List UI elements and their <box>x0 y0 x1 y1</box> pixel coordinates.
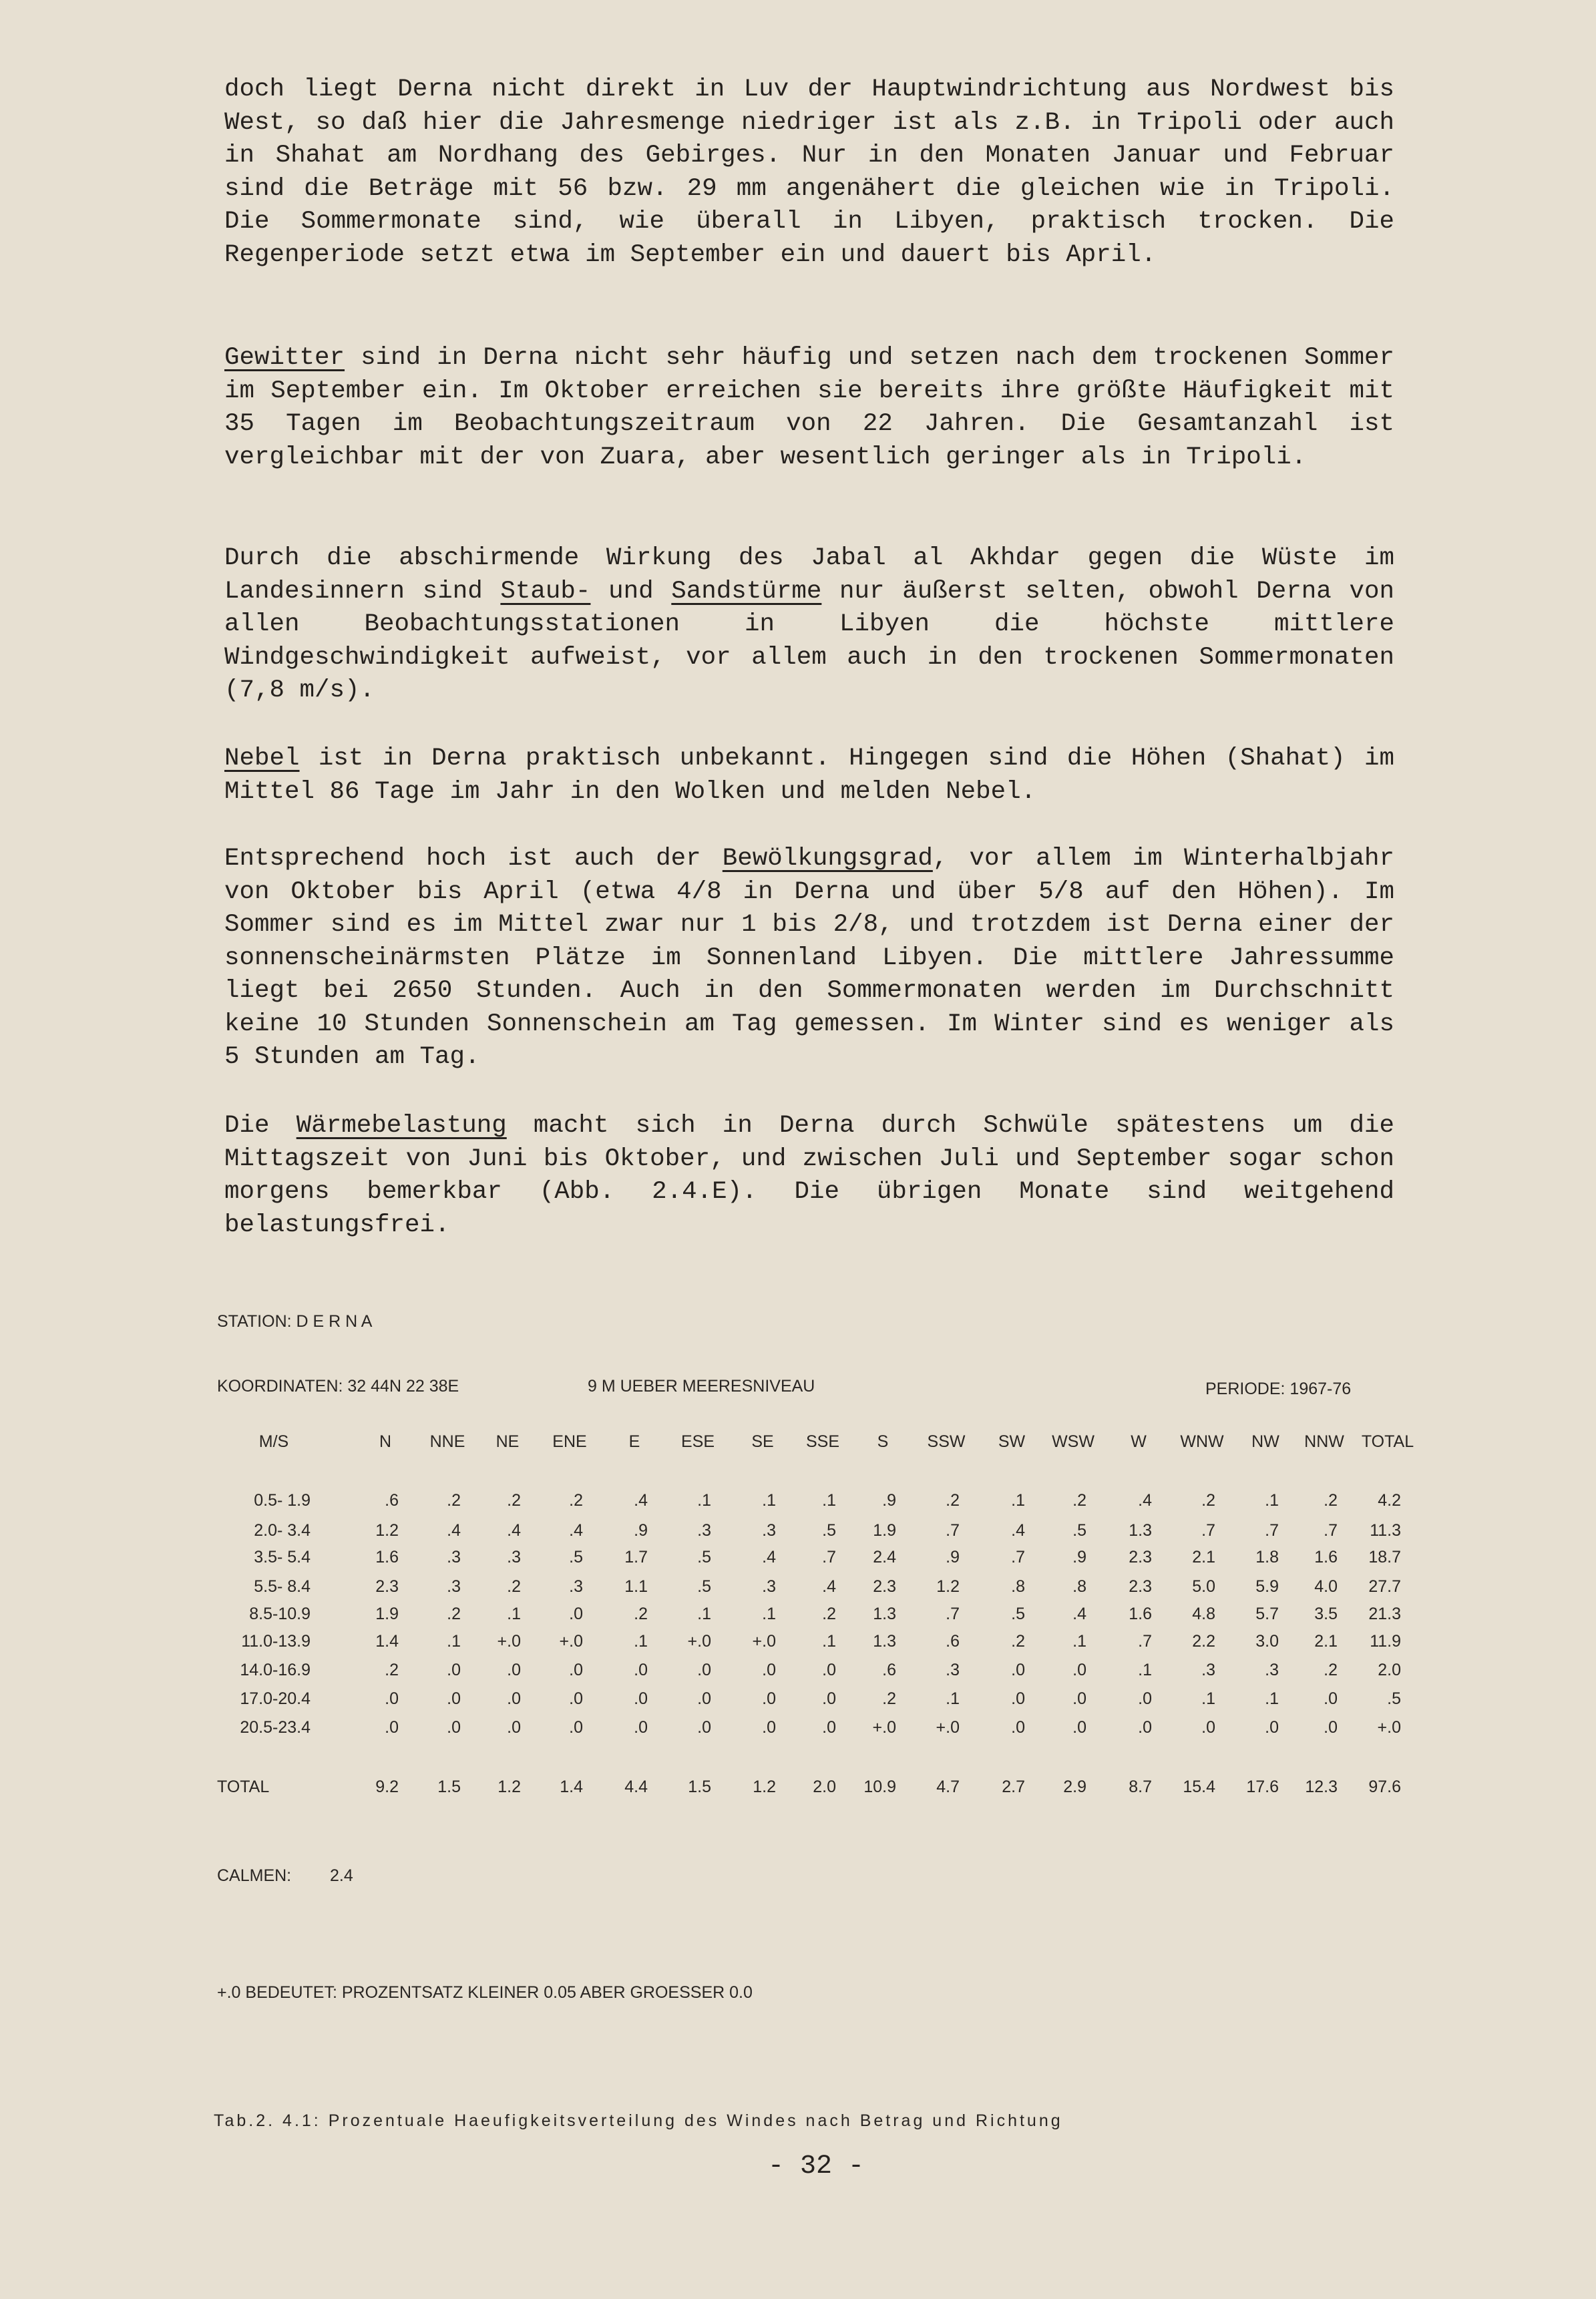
table-cell: +.0 <box>559 1632 583 1651</box>
total-cell: 1.4 <box>560 1778 583 1796</box>
table-cell: .0 <box>1265 1718 1279 1737</box>
total-cell: 2.0 <box>813 1778 836 1796</box>
table-cell: .5 <box>1072 1521 1086 1540</box>
table-cell: 5.7 <box>1255 1605 1279 1623</box>
table-cell: .0 <box>1324 1718 1338 1737</box>
table-cell: .2 <box>946 1491 960 1510</box>
total-cell: 10.9 <box>863 1778 896 1796</box>
table-cell: .0 <box>1201 1718 1215 1737</box>
table-cell: .0 <box>697 1689 711 1708</box>
total-cell: 2.7 <box>1002 1778 1025 1796</box>
table-cell: 5.9 <box>1255 1577 1279 1596</box>
table-cell: .0 <box>822 1661 836 1679</box>
row-label: 14.0-16.9 <box>240 1661 311 1679</box>
table-cell: .1 <box>822 1491 836 1510</box>
table-cell: .1 <box>1201 1689 1215 1708</box>
table-cell: .0 <box>385 1718 399 1737</box>
total-cell: 1.2 <box>753 1778 776 1796</box>
paragraph-heat-load <box>224 1110 1394 1242</box>
table-cell: .1 <box>1011 1491 1025 1510</box>
table-cell: 1.9 <box>873 1521 896 1540</box>
table-cell: .0 <box>762 1689 776 1708</box>
table-cell: .2 <box>882 1689 896 1708</box>
table-cell: 4.2 <box>1378 1491 1401 1510</box>
table-cell: .3 <box>697 1521 711 1540</box>
table-cell: 1.4 <box>375 1632 399 1651</box>
table-cell: .0 <box>1324 1689 1338 1708</box>
table-cell: .5 <box>697 1577 711 1596</box>
table-cell: .7 <box>1201 1521 1215 1540</box>
total-cell: 97.6 <box>1368 1778 1401 1796</box>
table-cell: 1.7 <box>624 1548 648 1566</box>
table-caption: Tab.2. 4.1: Prozentuale Haeufigkeitsverteilung des Windes nach Betrag und Richtung <box>214 2111 1063 2130</box>
table-cell: .7 <box>822 1548 836 1566</box>
table-cell: 2.4 <box>873 1548 896 1566</box>
table-cell: +.0 <box>497 1632 521 1651</box>
page-number: - 32 - <box>768 2151 865 2181</box>
table-cell: .2 <box>1011 1632 1025 1651</box>
table-cell: +.0 <box>1377 1718 1401 1737</box>
table-cell: .2 <box>447 1605 461 1623</box>
total-cell: 1.5 <box>688 1778 711 1796</box>
table-cell: .0 <box>507 1718 521 1737</box>
column-header: NW <box>1251 1432 1279 1451</box>
row-label: 2.0- 3.4 <box>254 1521 311 1540</box>
table-cell: +.0 <box>752 1632 776 1651</box>
table-cell: .3 <box>1201 1661 1215 1679</box>
table-cell: .4 <box>1072 1605 1086 1623</box>
table-cell: .0 <box>1138 1718 1152 1737</box>
term-bewoelkungsgrad: Bewölkungsgrad <box>722 845 933 873</box>
table-cell: 11.9 <box>1370 1632 1401 1651</box>
table-cell: .0 <box>762 1718 776 1737</box>
column-header: SE <box>751 1432 774 1451</box>
table-cell: 18.7 <box>1368 1548 1401 1566</box>
table-cell: .7 <box>946 1521 960 1540</box>
table-cell: 27.7 <box>1368 1577 1401 1596</box>
table-cell: .6 <box>385 1491 399 1510</box>
paragraph-heat-load-text-a: Die <box>224 1112 296 1140</box>
row-label: 20.5-23.4 <box>240 1718 311 1737</box>
paragraph-thunderstorms <box>224 342 1394 474</box>
table-cell: .9 <box>882 1491 896 1510</box>
table-cell: .3 <box>1265 1661 1279 1679</box>
table-cell: .2 <box>385 1661 399 1679</box>
table-cell: .7 <box>1011 1548 1025 1566</box>
table-cell: .4 <box>762 1548 776 1566</box>
column-header: WNW <box>1180 1432 1224 1451</box>
table-cell: .0 <box>569 1661 583 1679</box>
paragraph-thunderstorms-text: sind in Derna nicht sehr häufig und setzen nach dem trockenen Sommer im September ein. Im Oktober erreichen sie bereits ihre größte Häufigkeit mit 35 Tagen im Beobachtungszeitraum von 22 Jahren. Die Gesamtanzahl ist vergleichbar mit der von Zuara, aber wesentlich geringer als in Tripoli. <box>224 344 1394 471</box>
row-label: 0.5- 1.9 <box>254 1491 311 1510</box>
elevation-label: 9 M UEBER MEERESNIVEAU <box>588 1377 815 1396</box>
table-cell: 2.2 <box>1192 1632 1215 1651</box>
column-header: NNW <box>1304 1432 1344 1451</box>
table-footnote: +.0 BEDEUTET: PROZENTSATZ KLEINER 0.05 ABER GROESSER 0.0 <box>217 1983 753 2002</box>
table-cell: 2.0 <box>1378 1661 1401 1679</box>
table-cell: 1.2 <box>936 1577 960 1596</box>
table-cell: .4 <box>1138 1491 1152 1510</box>
table-cell: 1.9 <box>375 1605 399 1623</box>
table-cell: 2.3 <box>873 1577 896 1596</box>
table-cell: 3.5 <box>1314 1605 1338 1623</box>
row-label: 3.5- 5.4 <box>254 1548 311 1566</box>
total-cell: 9.2 <box>375 1778 399 1796</box>
table-cell: 2.1 <box>1314 1632 1338 1651</box>
table-cell: 1.8 <box>1255 1548 1279 1566</box>
total-cell: 4.4 <box>624 1778 648 1796</box>
table-cell: .5 <box>1387 1689 1401 1708</box>
paragraph-sandstorms-text-b: und <box>590 577 672 606</box>
table-cell: 21.3 <box>1368 1605 1401 1623</box>
table-cell: .0 <box>634 1689 648 1708</box>
table-cell: .1 <box>507 1605 521 1623</box>
table-cell: .1 <box>634 1632 648 1651</box>
table-cell: .2 <box>1072 1491 1086 1510</box>
table-cell: 1.2 <box>375 1521 399 1540</box>
total-cell: 12.3 <box>1305 1778 1338 1796</box>
table-cell: .0 <box>822 1689 836 1708</box>
table-cell: .1 <box>447 1632 461 1651</box>
paragraph-fog <box>224 743 1394 809</box>
table-cell: .3 <box>447 1548 461 1566</box>
table-cell: .3 <box>507 1548 521 1566</box>
row-label: 17.0-20.4 <box>240 1689 311 1708</box>
table-cell: .0 <box>634 1661 648 1679</box>
total-cell: 17.6 <box>1246 1778 1279 1796</box>
table-cell: 1.3 <box>873 1605 896 1623</box>
table-cell: .4 <box>822 1577 836 1596</box>
paragraph-sandstorms <box>224 542 1394 708</box>
table-cell: 1.3 <box>1129 1521 1152 1540</box>
paragraph-cloud-cover-text-b: , vor allem im Winterhalbjahr von Oktober bis April (etwa 4/8 in Derna und über 5/8 auf den Höhen). Im Sommer sind es im Mittel zwar nur 1 bis 2/8, und trotzdem ist Derna einer der sonnenscheinärmsten Plätze im Sonnenland Libyen. Die mittlere Jahressumme liegt bei 2650 Stunden. Auch in den Sommermonaten werden im Durchschnitt keine 10 Stunden Sonnenschein am Tag gemessen. Im Winter sind es weniger als 5 Stunden am Tag. <box>224 845 1395 1071</box>
term-waermebelastung: Wärmebelastung <box>296 1112 507 1140</box>
table-cell: .5 <box>822 1521 836 1540</box>
table-cell: .2 <box>1324 1491 1338 1510</box>
table-cell: 2.3 <box>1129 1548 1152 1566</box>
coordinates-label: KOORDINATEN: 32 44N 22 38E <box>217 1377 459 1396</box>
row-label: 5.5- 8.4 <box>254 1577 311 1596</box>
table-cell: .1 <box>762 1491 776 1510</box>
table-cell: .7 <box>1138 1632 1152 1651</box>
table-cell: 2.3 <box>1129 1577 1152 1596</box>
calmen-label: CALMEN: <box>217 1866 292 1885</box>
column-header: NNE <box>429 1432 465 1451</box>
total-cell: 15.4 <box>1183 1778 1215 1796</box>
paragraph-cloud-cover-text-a: Entsprechend hoch ist auch der <box>224 845 723 873</box>
table-cell: 1.6 <box>1129 1605 1152 1623</box>
table-cell: 4.8 <box>1192 1605 1215 1623</box>
term-sandstuerme: Sandstürme <box>671 577 822 606</box>
column-header: TOTAL <box>1361 1432 1414 1451</box>
period-label: PERIODE: 1967-76 <box>1205 1380 1352 1398</box>
table-cell: .5 <box>697 1548 711 1566</box>
table-cell: .0 <box>385 1689 399 1708</box>
table-cell: .0 <box>697 1661 711 1679</box>
table-cell: 1.3 <box>873 1632 896 1651</box>
table-cell: 1.6 <box>375 1548 399 1566</box>
table-cell: 2.1 <box>1192 1548 1215 1566</box>
table-cell: .5 <box>569 1548 583 1566</box>
station-label: STATION: D E R N A <box>217 1312 373 1331</box>
table-cell: .7 <box>946 1605 960 1623</box>
table-cell: .7 <box>1265 1521 1279 1540</box>
total-label: TOTAL <box>217 1778 270 1796</box>
table-cell: .1 <box>762 1605 776 1623</box>
table-cell: .0 <box>1011 1661 1025 1679</box>
paragraph-rainfall: doch liegt Derna nicht direkt in Luv der Hauptwindrichtung aus Nordwest bis West, so daß hier die Jahresmenge niedriger ist als z.B. in Tripoli oder auch in Shahat am Nordhang des Gebirges. Nur in den Monaten Januar und Februar sind die Beträge mit 56 bzw. 29 mm angenähert die gleichen wie in Tripoli. Die Sommermonate sind, wie überall in Libyen, praktisch trocken. Die Regenperiode setzt etwa im September ein und dauert bis April. <box>224 75 1394 269</box>
column-header: SW <box>998 1432 1026 1451</box>
table-cell: .7 <box>1324 1521 1338 1540</box>
table-cell: .3 <box>946 1661 960 1679</box>
paragraph-sandstorms-text-a: Durch die abschirmende Wirkung des Jabal al Akhdar gegen die Wüste im Landesinnern sind <box>224 544 1394 606</box>
term-staub: Staub- <box>500 577 591 606</box>
table-cell: .0 <box>697 1718 711 1737</box>
table-cell: .0 <box>762 1661 776 1679</box>
table-cell: .2 <box>447 1491 461 1510</box>
total-cell: 1.2 <box>497 1778 521 1796</box>
table-cell: .1 <box>1265 1491 1279 1510</box>
table-cell: .2 <box>1201 1491 1215 1510</box>
table-cell: .0 <box>507 1689 521 1708</box>
table-cell: .4 <box>569 1521 583 1540</box>
table-cell: .0 <box>1138 1689 1152 1708</box>
table-cell: 11.3 <box>1370 1521 1401 1540</box>
table-cell: .0 <box>1011 1718 1025 1737</box>
column-header: ENE <box>552 1432 587 1451</box>
column-header: WSW <box>1052 1432 1094 1451</box>
row-label: 8.5-10.9 <box>249 1605 311 1623</box>
table-cell: .6 <box>882 1661 896 1679</box>
table-cell: .1 <box>1072 1632 1086 1651</box>
total-cell: 8.7 <box>1129 1778 1152 1796</box>
table-cell: .4 <box>634 1491 648 1510</box>
table-cell: .9 <box>1072 1548 1086 1566</box>
table-cell: .4 <box>447 1521 461 1540</box>
paragraph-fog-text: ist in Derna praktisch unbekannt. Hingegen sind die Höhen (Shahat) im Mittel 86 Tage im Jahr in den Wolken und melden Nebel. <box>224 745 1394 806</box>
table-cell: 2.3 <box>375 1577 399 1596</box>
table-cell: .9 <box>946 1548 960 1566</box>
table-cell: +.0 <box>872 1718 896 1737</box>
table-cell: .1 <box>822 1632 836 1651</box>
table-cell: .0 <box>634 1718 648 1737</box>
table-cell: .5 <box>1011 1605 1025 1623</box>
table-cell: .1 <box>697 1491 711 1510</box>
table-cell: 1.6 <box>1314 1548 1338 1566</box>
table-cell: .2 <box>507 1577 521 1596</box>
table-cell: +.0 <box>687 1632 711 1651</box>
table-cell: .3 <box>569 1577 583 1596</box>
total-cell: 2.9 <box>1063 1778 1086 1796</box>
table-cell: .1 <box>1265 1689 1279 1708</box>
table-cell: .0 <box>569 1689 583 1708</box>
column-header: M/S <box>258 1432 289 1451</box>
term-nebel: Nebel <box>224 745 300 773</box>
table-cell: .0 <box>1072 1689 1086 1708</box>
table-cell: 1.1 <box>624 1577 648 1596</box>
table-cell: .8 <box>1072 1577 1086 1596</box>
paragraph-sandstorms-text-c: nur äußerst selten, obwohl Derna von allen Beobachtungsstationen in Libyen die höchste mittlere Windgeschwindigkeit aufweist, vor allem auch in den trockenen Sommermonaten (7,8 m/s). <box>224 577 1394 704</box>
table-cell: .3 <box>762 1521 776 1540</box>
table-cell: 4.0 <box>1314 1577 1338 1596</box>
table-cell: +.0 <box>936 1718 960 1737</box>
table-cell: .2 <box>507 1491 521 1510</box>
table-cell: .2 <box>569 1491 583 1510</box>
table-cell: .6 <box>946 1632 960 1651</box>
paragraph-cloud-cover <box>224 843 1394 1074</box>
table-cell: .1 <box>697 1605 711 1623</box>
table-cell: 3.0 <box>1255 1632 1279 1651</box>
total-cell: 1.5 <box>437 1778 461 1796</box>
column-header: E <box>628 1432 640 1451</box>
table-cell: .2 <box>822 1605 836 1623</box>
table-cell: 5.0 <box>1192 1577 1215 1596</box>
table-cell: .9 <box>634 1521 648 1540</box>
table-cell: .0 <box>569 1718 583 1737</box>
column-header: ESE <box>680 1432 715 1451</box>
calmen-value: 2.4 <box>330 1866 353 1885</box>
column-header: S <box>877 1432 889 1451</box>
table-cell: .2 <box>634 1605 648 1623</box>
total-cell: 4.7 <box>936 1778 960 1796</box>
row-label: 11.0-13.9 <box>241 1632 311 1651</box>
table-cell: .4 <box>1011 1521 1025 1540</box>
table-cell: .4 <box>507 1521 521 1540</box>
table-cell: .0 <box>507 1661 521 1679</box>
table-cell: .3 <box>762 1577 776 1596</box>
table-cell: .8 <box>1011 1577 1025 1596</box>
table-cell: .1 <box>946 1689 960 1708</box>
term-gewitter: Gewitter <box>224 344 345 372</box>
table-cell: .0 <box>447 1661 461 1679</box>
column-header: W <box>1131 1432 1147 1451</box>
table-cell: .0 <box>447 1689 461 1708</box>
table-cell: .0 <box>447 1718 461 1737</box>
table-cell: .3 <box>447 1577 461 1596</box>
column-header: SSW <box>927 1432 966 1451</box>
table-cell: .1 <box>1138 1661 1152 1679</box>
paragraph-heat-load-text-b: macht sich in Derna durch Schwüle spätestens um die Mittagszeit von Juni bis Oktober, und zwischen Juli und September sogar schon morgens bemerkbar (Abb. 2.4.E). Die übrigen Monate sind weitgehend belastungsfrei. <box>224 1112 1394 1239</box>
table-cell: .0 <box>1072 1718 1086 1737</box>
table-cell: .0 <box>1011 1689 1025 1708</box>
table-cell: .0 <box>1072 1661 1086 1679</box>
table-cell: .2 <box>1324 1661 1338 1679</box>
column-header: NE <box>495 1432 520 1451</box>
column-header: N <box>379 1432 392 1451</box>
table-cell: .0 <box>822 1718 836 1737</box>
column-header: SSE <box>805 1432 840 1451</box>
table-cell: .0 <box>569 1605 583 1623</box>
